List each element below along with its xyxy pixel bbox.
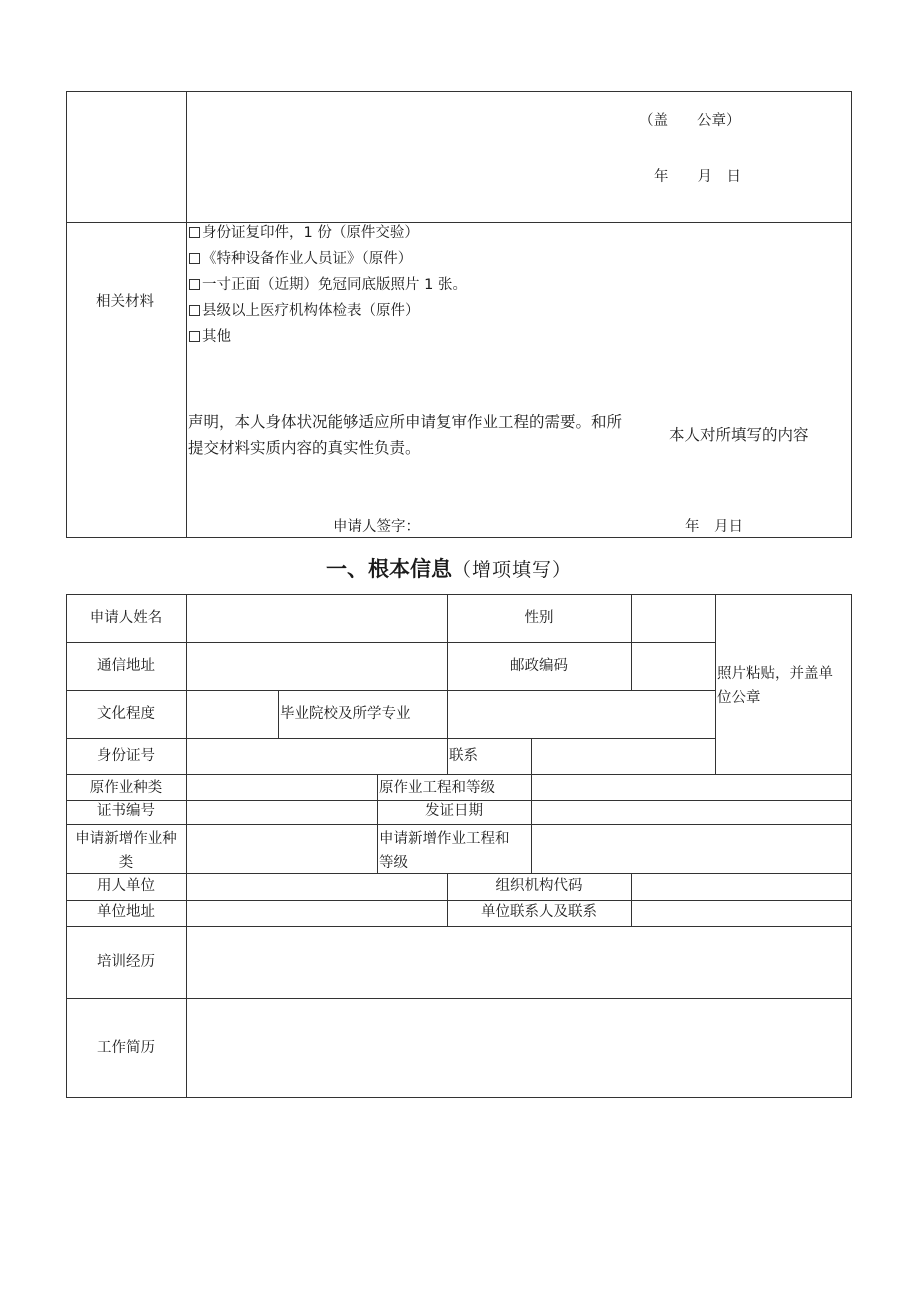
training-label: 培训经历	[97, 954, 155, 970]
cert-no-field[interactable]	[187, 801, 377, 824]
signature-field[interactable]	[420, 515, 670, 537]
section-title	[326, 553, 572, 583]
new-item-label-2: 等级	[379, 855, 408, 871]
issue-date-field[interactable]	[532, 801, 851, 824]
postcode-field[interactable]	[632, 643, 715, 690]
signature-label: 申请人签字：	[333, 519, 420, 535]
photo-text-1: 照片粘贴，并盖单	[717, 666, 833, 682]
material-item-label: 一寸正面（近期）免冠同底版照片 1 张。	[202, 277, 467, 293]
employer-contact-field[interactable]	[632, 901, 851, 926]
new-item-field[interactable]	[532, 825, 851, 873]
col-line	[447, 738, 448, 774]
seal-area[interactable]	[187, 92, 851, 222]
material-item-label: 其他	[202, 329, 231, 345]
work-history-field[interactable]	[187, 999, 851, 1097]
employer-label: 用人单位	[97, 878, 155, 894]
checkbox[interactable]	[189, 305, 200, 316]
school-field[interactable]	[448, 691, 715, 738]
employer-address-field[interactable]	[187, 901, 447, 926]
photo-text-2: 位公章	[717, 690, 761, 706]
gender-field[interactable]	[632, 595, 715, 642]
new-type-label-2: 类	[118, 855, 134, 871]
section-title-main: 一、根本信息	[326, 557, 452, 581]
material-item-certificate	[189, 249, 412, 269]
photo-box[interactable]	[716, 595, 851, 774]
declaration-line-2: 提交材料实质内容的真实性负责。	[188, 439, 421, 457]
checkbox[interactable]	[189, 279, 200, 290]
address-field[interactable]	[187, 643, 447, 690]
training-field[interactable]	[187, 927, 851, 998]
new-type-field[interactable]	[187, 825, 377, 873]
seal-label: （盖 公章）	[639, 113, 741, 129]
org-code-field[interactable]	[632, 874, 851, 900]
orig-type-label: 原作业种类	[89, 780, 163, 796]
checkbox[interactable]	[189, 227, 200, 238]
declaration-right: 本人对所填写的内容	[669, 426, 809, 444]
new-type-label-1: 申请新增作业种	[75, 831, 177, 847]
orig-item-field[interactable]	[532, 775, 851, 800]
address-label: 通信地址	[97, 658, 155, 674]
col-line	[278, 690, 279, 738]
material-item-medical	[189, 301, 420, 321]
education-label: 文化程度	[97, 706, 155, 722]
applicant-name-label: 申请人姓名	[89, 610, 163, 626]
new-item-label-1: 申请新增作业工程和	[379, 831, 510, 847]
cert-no-label: 证书编号	[97, 803, 155, 819]
school-label: 毕业院校及所学专业	[280, 706, 411, 722]
postcode-label: 邮政编码	[510, 658, 568, 674]
orig-type-field[interactable]	[187, 775, 377, 800]
material-item-id-copy	[189, 223, 419, 243]
employer-address-label: 单位地址	[97, 904, 155, 920]
id-number-label: 身份证号	[97, 748, 155, 764]
applicant-name-field[interactable]	[187, 595, 447, 642]
employer-contact-label: 单位联系人及联系	[481, 904, 597, 920]
section-title-sub: （增项填写）	[452, 559, 573, 581]
material-item-label: 身份证复印件，1 份（原件交验）	[202, 225, 419, 241]
declaration-line-1: 声明，本人身体状况能够适应所申请复审作业工程的需要。和所	[188, 413, 623, 431]
gender-label: 性别	[524, 610, 554, 626]
signature-date: 年 月日	[685, 519, 743, 535]
material-item-label: 《特种设备作业人员证》（原件）	[202, 251, 413, 267]
contact-label: 联系	[449, 748, 478, 764]
top-table-row-divider	[66, 222, 852, 223]
material-item-label: 县级以上医疗机构体检表（原件）	[202, 303, 420, 319]
work-history-label: 工作简历	[97, 1040, 155, 1056]
material-item-photo	[189, 275, 467, 295]
issue-date-label: 发证日期	[425, 803, 483, 819]
orig-item-label: 原作业工程和等级	[379, 780, 495, 796]
materials-label: 相关材料	[96, 294, 154, 310]
col-line	[377, 824, 378, 873]
col-line	[377, 774, 378, 800]
id-number-field[interactable]	[187, 739, 447, 774]
org-code-label: 组织机构代码	[495, 878, 583, 894]
checkbox[interactable]	[189, 331, 200, 342]
material-item-other	[189, 327, 231, 347]
seal-date: 年 月 日	[654, 169, 741, 185]
education-field[interactable]	[187, 691, 278, 738]
employer-field[interactable]	[187, 874, 447, 900]
checkbox[interactable]	[189, 253, 200, 264]
contact-field[interactable]	[532, 739, 715, 774]
